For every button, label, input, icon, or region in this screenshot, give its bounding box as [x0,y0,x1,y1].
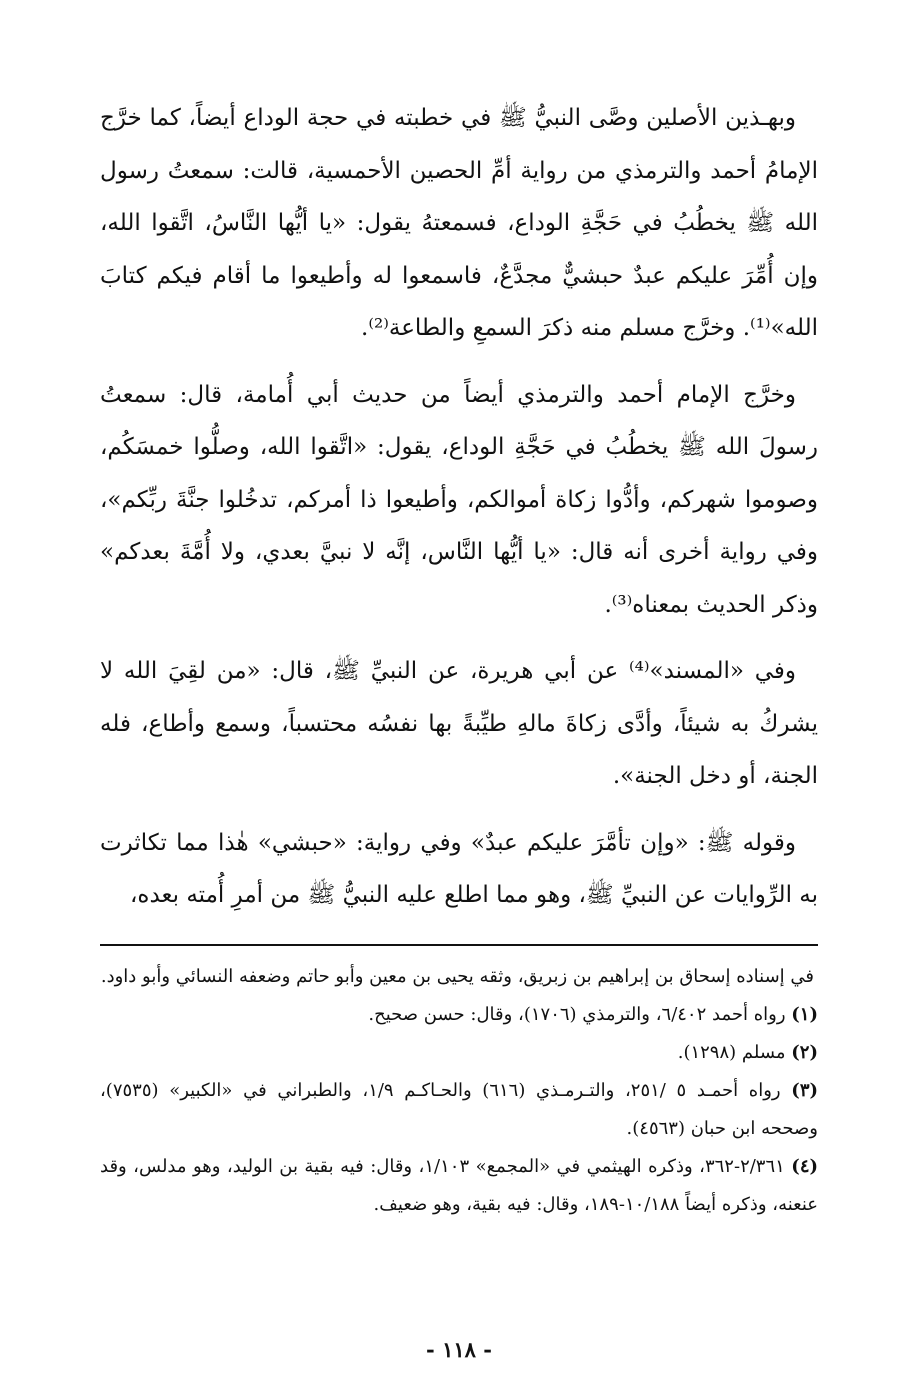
footnote-3 [100,1072,818,1148]
footnote-text: رواه أحمد ٦/٤٠٢، والترمذي (١٧٠٦)، وقال: حسن صحيح. [368,1003,786,1025]
footnote-number: (٢) [791,1041,818,1063]
footnote-2 [100,1034,818,1072]
footnote-number: (١) [791,1003,818,1025]
page-number: - ١١٨ - [426,1337,492,1362]
footnote-continuation: في إسناده إسحاق بن إبراهيم بن زبريق، وثقه يحيى بن معين وأبو حاتم وضعفه النسائي وأبو داود. [100,965,814,987]
paragraph-4: وقوله ﷺ: «وإن تأمَّرَ عليكم عبدٌ» وفي رواية: «حبشي» هٰذا مما تكاثرت به الرِّوايات عن النبيِّ ﷺ، وهو مما اطلع عليه النبيُّ ﷺ من أمرِ أُمته بعده، [100,829,818,908]
footnote-text: ٢/٣٦١-٣٦٢، وذكره الهيثمي في «المجمع» ١/١٠٣، وقال: فيه بقية بن الوليد، وهو مدلس، وقد عنعنه، وذكره أيضاً ١٠/١٨٨-١٨٩، وقال: فيه بقية، وهو ضعيف. [100,1155,818,1215]
footnote-number: (٤) [791,1155,819,1177]
footnote-1 [100,996,818,1034]
footnotes [100,958,818,1224]
main-text [100,92,818,922]
paragraph-1: وبهـذين الأصلين وصَّى النبيُّ ﷺ في خطبته في حجة الوداع أيضاً، كما خرَّج الإمامُ أحمد والترمذي من رواية أمِّ الحصين الأحمسية، قالت: سمعتُ رسول الله ﷺ يخطُبُ في حَجَّةِ الوداع، فسمعتهُ يقول: «يا أيُّها النَّاسُ، اتَّقوا الله، وإن أُمِّرَ عليكم عبدٌ حبشيٌّ مجدَّعٌ، فاسمعوا له وأطيعوا ما أقام فيكم كتابَ الله»⁽¹⁾. وخرَّج مسلم منه ذكرَ السمعِ والطاعة⁽²⁾. [100,105,818,341]
paragraph-2: وخرَّج الإمام أحمد والترمذي أيضاً من حديث أبي أُمامة، قال: سمعتُ رسولَ الله ﷺ يخطُبُ في حَجَّةِ الوداع، يقول: «اتَّقوا الله، وصلُّوا خمسَكُم، وصوموا شهركم، وأدُّوا زكاة أموالكم، وأطيعوا ذا أمركم، تدخُلوا جنَّةَ ربِّكم»، وفي رواية أخرى أنه قال: «يا أيُّها النَّاس، إنَّه لا نبيَّ بعدي، ولا أُمَّةَ بعدكم» وذكر الحديث بمعناه⁽³⁾. [100,381,818,618]
footnote-text: مسلم (١٢٩٨). [677,1041,786,1063]
footnote-separator [100,944,818,946]
footnote-4 [100,1148,818,1224]
book-page [100,92,818,1362]
paragraph-3: وفي «المسند»⁽⁴⁾ عن أبي هريرة، عن النبيِّ ﷺ، قال: «من لقِيَ الله لا يشركُ به شيئاً، وأدَّى زكاةَ مالهِ طيِّبةً بها نفسُه محتسباً، وسمع وأطاع، فله الجنة، أو دخل الجنة». [100,658,818,789]
footnote-text: رواه أحمـد ٥ /٢٥١، والتـرمـذي (٦١٦) والحـاكـم ١/٩، والطبراني في «الكبير» (٧٥٣٥)، وصححه ابن حبان (٤٥٦٣). [100,1079,818,1139]
footnote-number: (٣) [791,1079,819,1101]
